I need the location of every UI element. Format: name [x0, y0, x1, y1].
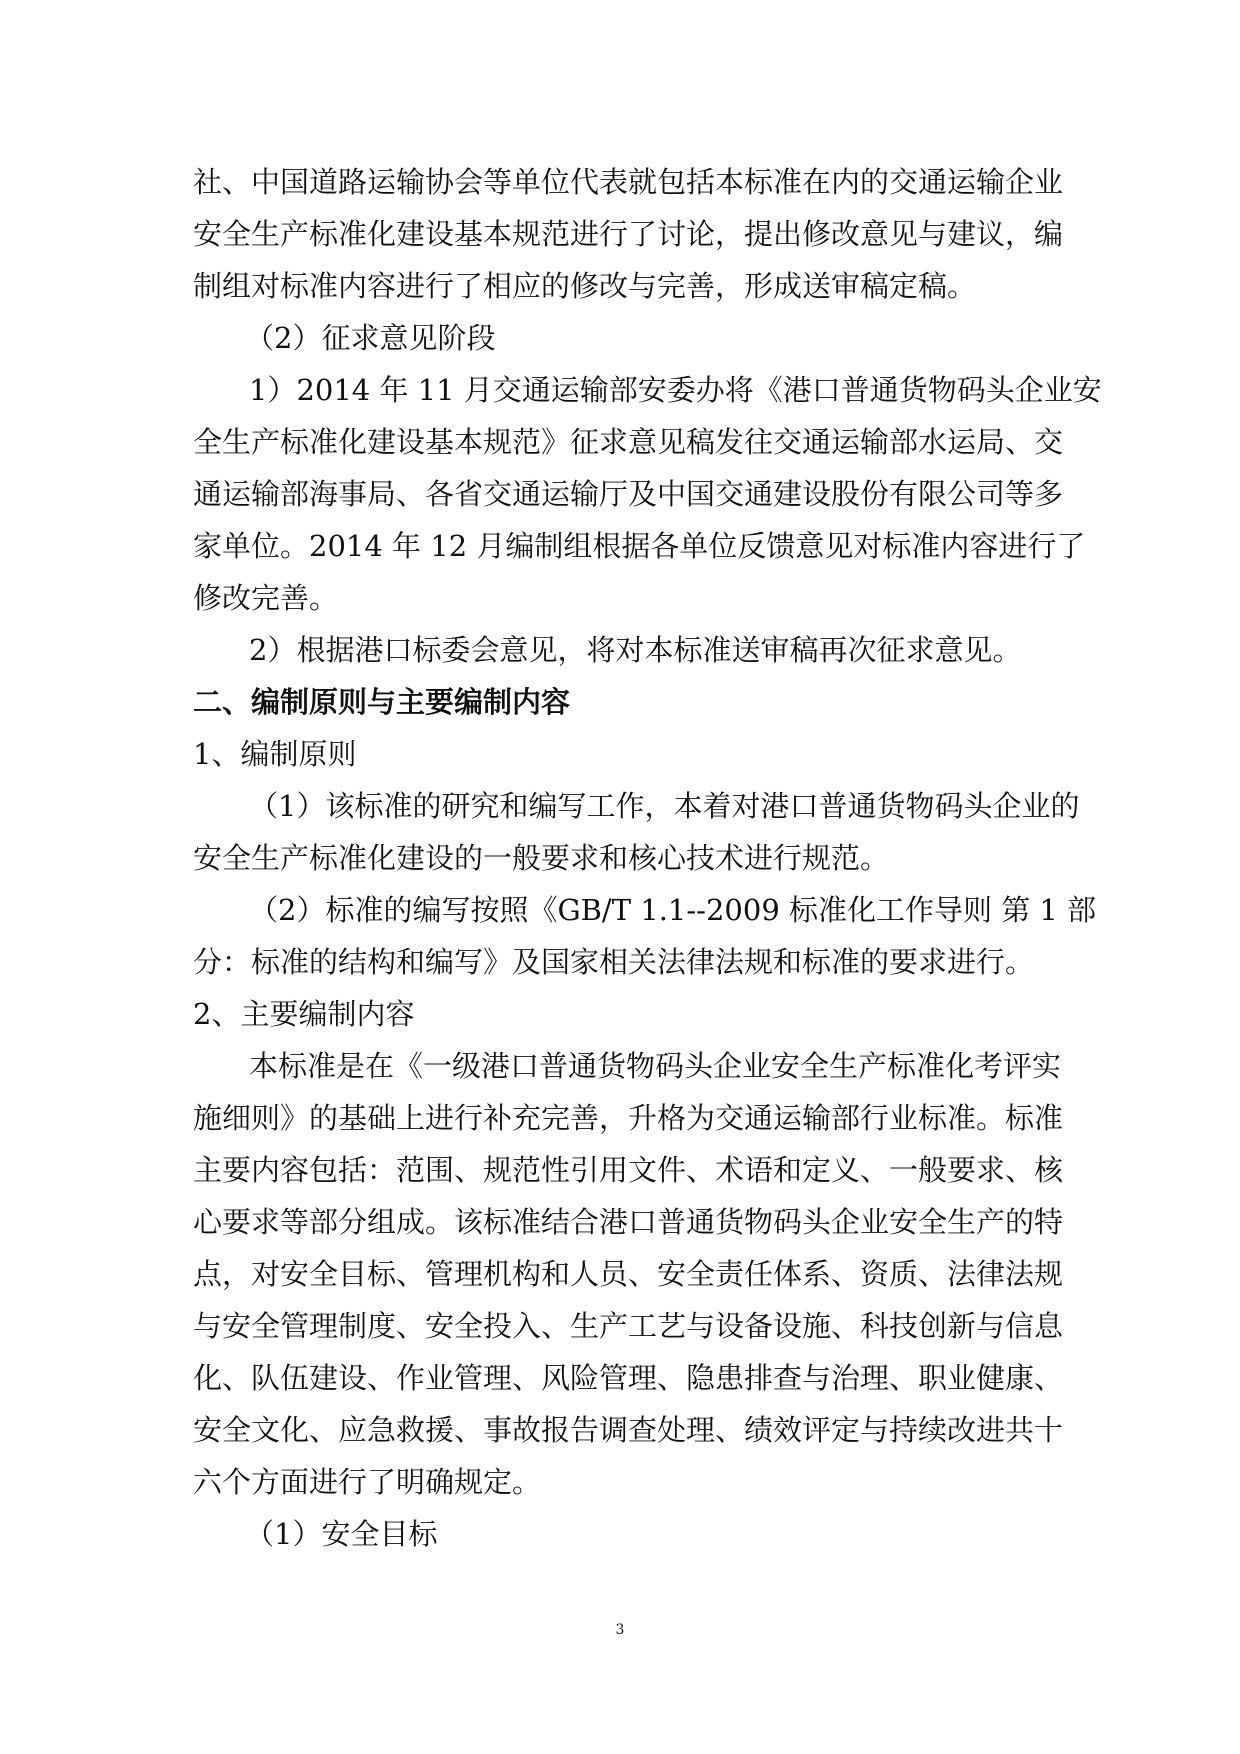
body-text-line: 家单位。2014 年 12 月编制组根据各单位反馈意见对标准内容进行了 [193, 529, 1086, 563]
body-text-line: 主要内容包括：范围、规范性引用文件、术语和定义、一般要求、核 [193, 1153, 1064, 1187]
body-text-line: 安全文化、应急救援、事故报告调查处理、绩效评定与持续改进共十 [193, 1413, 1064, 1447]
subsection-heading: 1、编制原则 [193, 737, 357, 771]
body-text-line: 通运输部海事局、各省交通运输厅及中国交通建设股份有限公司等多 [193, 477, 1064, 511]
body-text-line: 本标准是在《一级港口普通货物码头企业安全生产标准化考评实 [249, 1049, 1062, 1083]
body-text-line: 安全生产标准化建设的一般要求和核心技术进行规范。 [193, 841, 890, 875]
body-text-line: 2）根据港口标委会意见，将对本标准送审稿再次征求意见。 [249, 633, 1022, 667]
body-text-line: 全生产标准化建设基本规范》征求意见稿发往交通运输部水运局、交 [193, 425, 1064, 459]
body-text-line: 制组对标准内容进行了相应的修改与完善，形成送审稿定稿。 [193, 269, 977, 303]
subsection-heading: 2、主要编制内容 [193, 997, 415, 1031]
body-text-line: 修改完善。 [193, 581, 339, 615]
subsection-heading: （2）征求意见阶段 [245, 321, 496, 355]
body-text-line: （2）标准的编写按照《GB/T 1.1--2009 标准化工作导则 第 1 部 [249, 893, 1097, 927]
body-text-line: 心要求等部分组成。该标准结合港口普通货物码头企业安全生产的特 [193, 1205, 1064, 1239]
body-text-line: 点，对安全目标、管理机构和人员、安全责任体系、资质、法律法规 [193, 1257, 1064, 1291]
body-text-line: 分：标准的结构和编写》及国家相关法律法规和标准的要求进行。 [193, 945, 1035, 979]
body-text-line: 施细则》的基础上进行补充完善，升格为交通运输部行业标准。标准 [193, 1101, 1064, 1135]
body-text-line: 1）2014 年 11 月交通运输部安委办将《港口普通货物码头企业安 [249, 373, 1102, 407]
subsection-heading: （1）安全目标 [245, 1517, 438, 1551]
body-text-line: 社、中国道路运输协会等单位代表就包括本标准在内的交通运输企业 [193, 165, 1064, 199]
body-text-line: 与安全管理制度、安全投入、生产工艺与设备设施、科技创新与信息 [193, 1309, 1064, 1343]
body-text-line: 六个方面进行了明确规定。 [193, 1465, 542, 1499]
body-text-line: 安全生产标准化建设基本规范进行了讨论，提出修改意见与建议，编 [193, 217, 1064, 251]
section-heading: 二、编制原则与主要编制内容 [193, 685, 571, 719]
body-text-line: （1）该标准的研究和编写工作，本着对港口普通货物码头企业的 [249, 789, 1080, 823]
page-number: 3 [615, 1622, 625, 1638]
body-text-line: 化、队伍建设、作业管理、风险管理、隐患排查与治理、职业健康、 [193, 1361, 1064, 1395]
